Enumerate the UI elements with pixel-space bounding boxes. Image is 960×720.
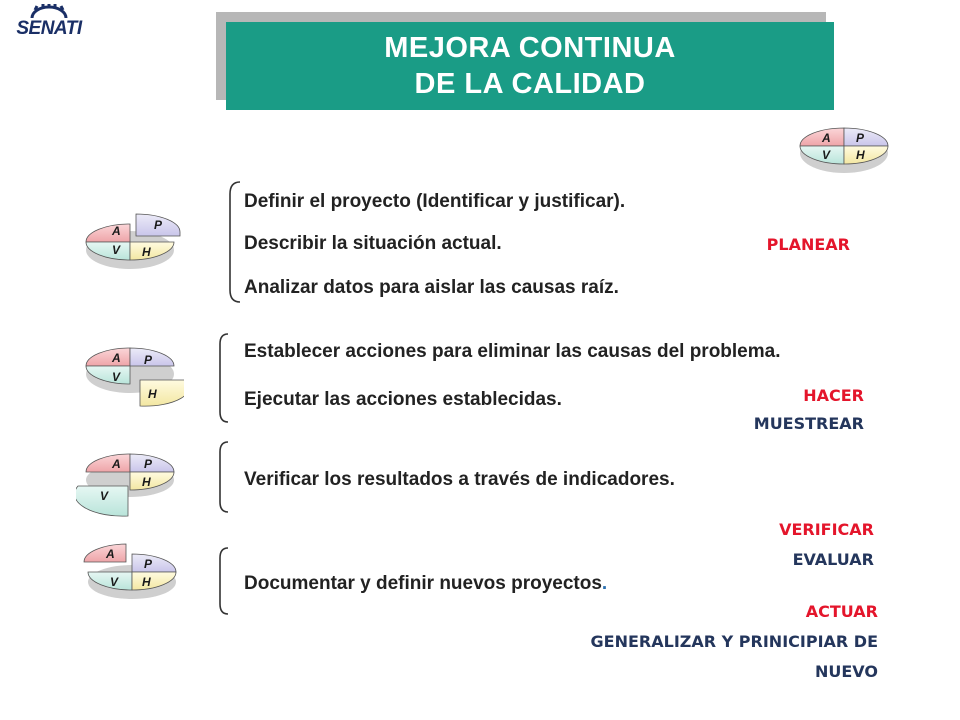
bracket-check — [212, 440, 232, 514]
wheel-letter-h: H — [148, 387, 157, 401]
phase-actuar: ACTUAR — [805, 602, 878, 621]
wheel-letter-h: H — [856, 148, 865, 162]
page-title — [226, 22, 834, 110]
wheel-letter-v: V — [100, 489, 109, 503]
pdca-wheel-act-icon — [82, 540, 182, 602]
phase-hacer: HACER — [803, 386, 864, 405]
pdca-wheel-icon — [798, 126, 890, 176]
title-line-2: DE LA CALIDAD — [414, 68, 646, 100]
pdca-wheel-plan-icon — [84, 212, 184, 272]
wheel-letter-p: P — [856, 131, 865, 145]
wheel-letter-p: P — [144, 353, 153, 367]
plan-line-2: Describir la situación actual. — [244, 233, 502, 254]
logo-text: SENATI — [16, 18, 82, 39]
wheel-letter-v: V — [112, 370, 121, 384]
plan-line-3: Analizar datos para aislar las causas raíz. — [244, 277, 619, 298]
pdca-wheel-check-icon — [76, 452, 182, 520]
act-line-text: Documentar y definir nuevos proyectos — [244, 573, 602, 594]
wheel-letter-a: A — [112, 351, 121, 365]
wheel-letter-h: H — [142, 245, 151, 259]
check-line-1: Verificar los resultados a través de indicadores. — [244, 469, 675, 490]
bracket-do — [212, 332, 232, 424]
subphase-generalizar-1: GENERALIZAR Y PRINICIPIAR DE — [590, 632, 878, 651]
subphase-generalizar-2: NUEVO — [814, 662, 878, 681]
wheel-letter-p: P — [144, 557, 153, 571]
do-line-2: Ejecutar las acciones establecidas. — [244, 389, 562, 410]
wheel-letter-h: H — [142, 575, 151, 589]
phase-planear: PLANEAR — [766, 235, 850, 254]
bracket-act — [212, 546, 232, 616]
bracket-plan — [224, 180, 244, 304]
wheel-letter-p: P — [154, 218, 163, 232]
wheel-letter-v: V — [822, 148, 831, 162]
wheel-letter-a: A — [822, 131, 831, 145]
wheel-letter-h: H — [142, 475, 151, 489]
wheel-letter-a: A — [106, 547, 115, 561]
subphase-muestrear: MUESTREAR — [753, 414, 864, 433]
do-line-1: Establecer acciones para eliminar las causas del problema. — [244, 341, 781, 362]
senati-logo — [4, 4, 94, 44]
subphase-evaluar: EVALUAR — [792, 550, 874, 569]
wheel-letter-v: V — [112, 243, 121, 257]
phase-verificar: VERIFICAR — [779, 520, 874, 539]
wheel-letter-a: A — [112, 224, 121, 238]
act-line-period: . — [601, 573, 608, 594]
wheel-letter-p: P — [144, 457, 153, 471]
pdca-wheel-do-icon — [84, 344, 184, 410]
wheel-letter-a: A — [112, 457, 121, 471]
title-line-1: MEJORA CONTINUA — [384, 32, 676, 64]
plan-line-1: Definir el proyecto (Identificar y justificar). — [244, 191, 626, 212]
wheel-letter-v: V — [110, 575, 119, 589]
act-line-1 — [244, 573, 607, 595]
